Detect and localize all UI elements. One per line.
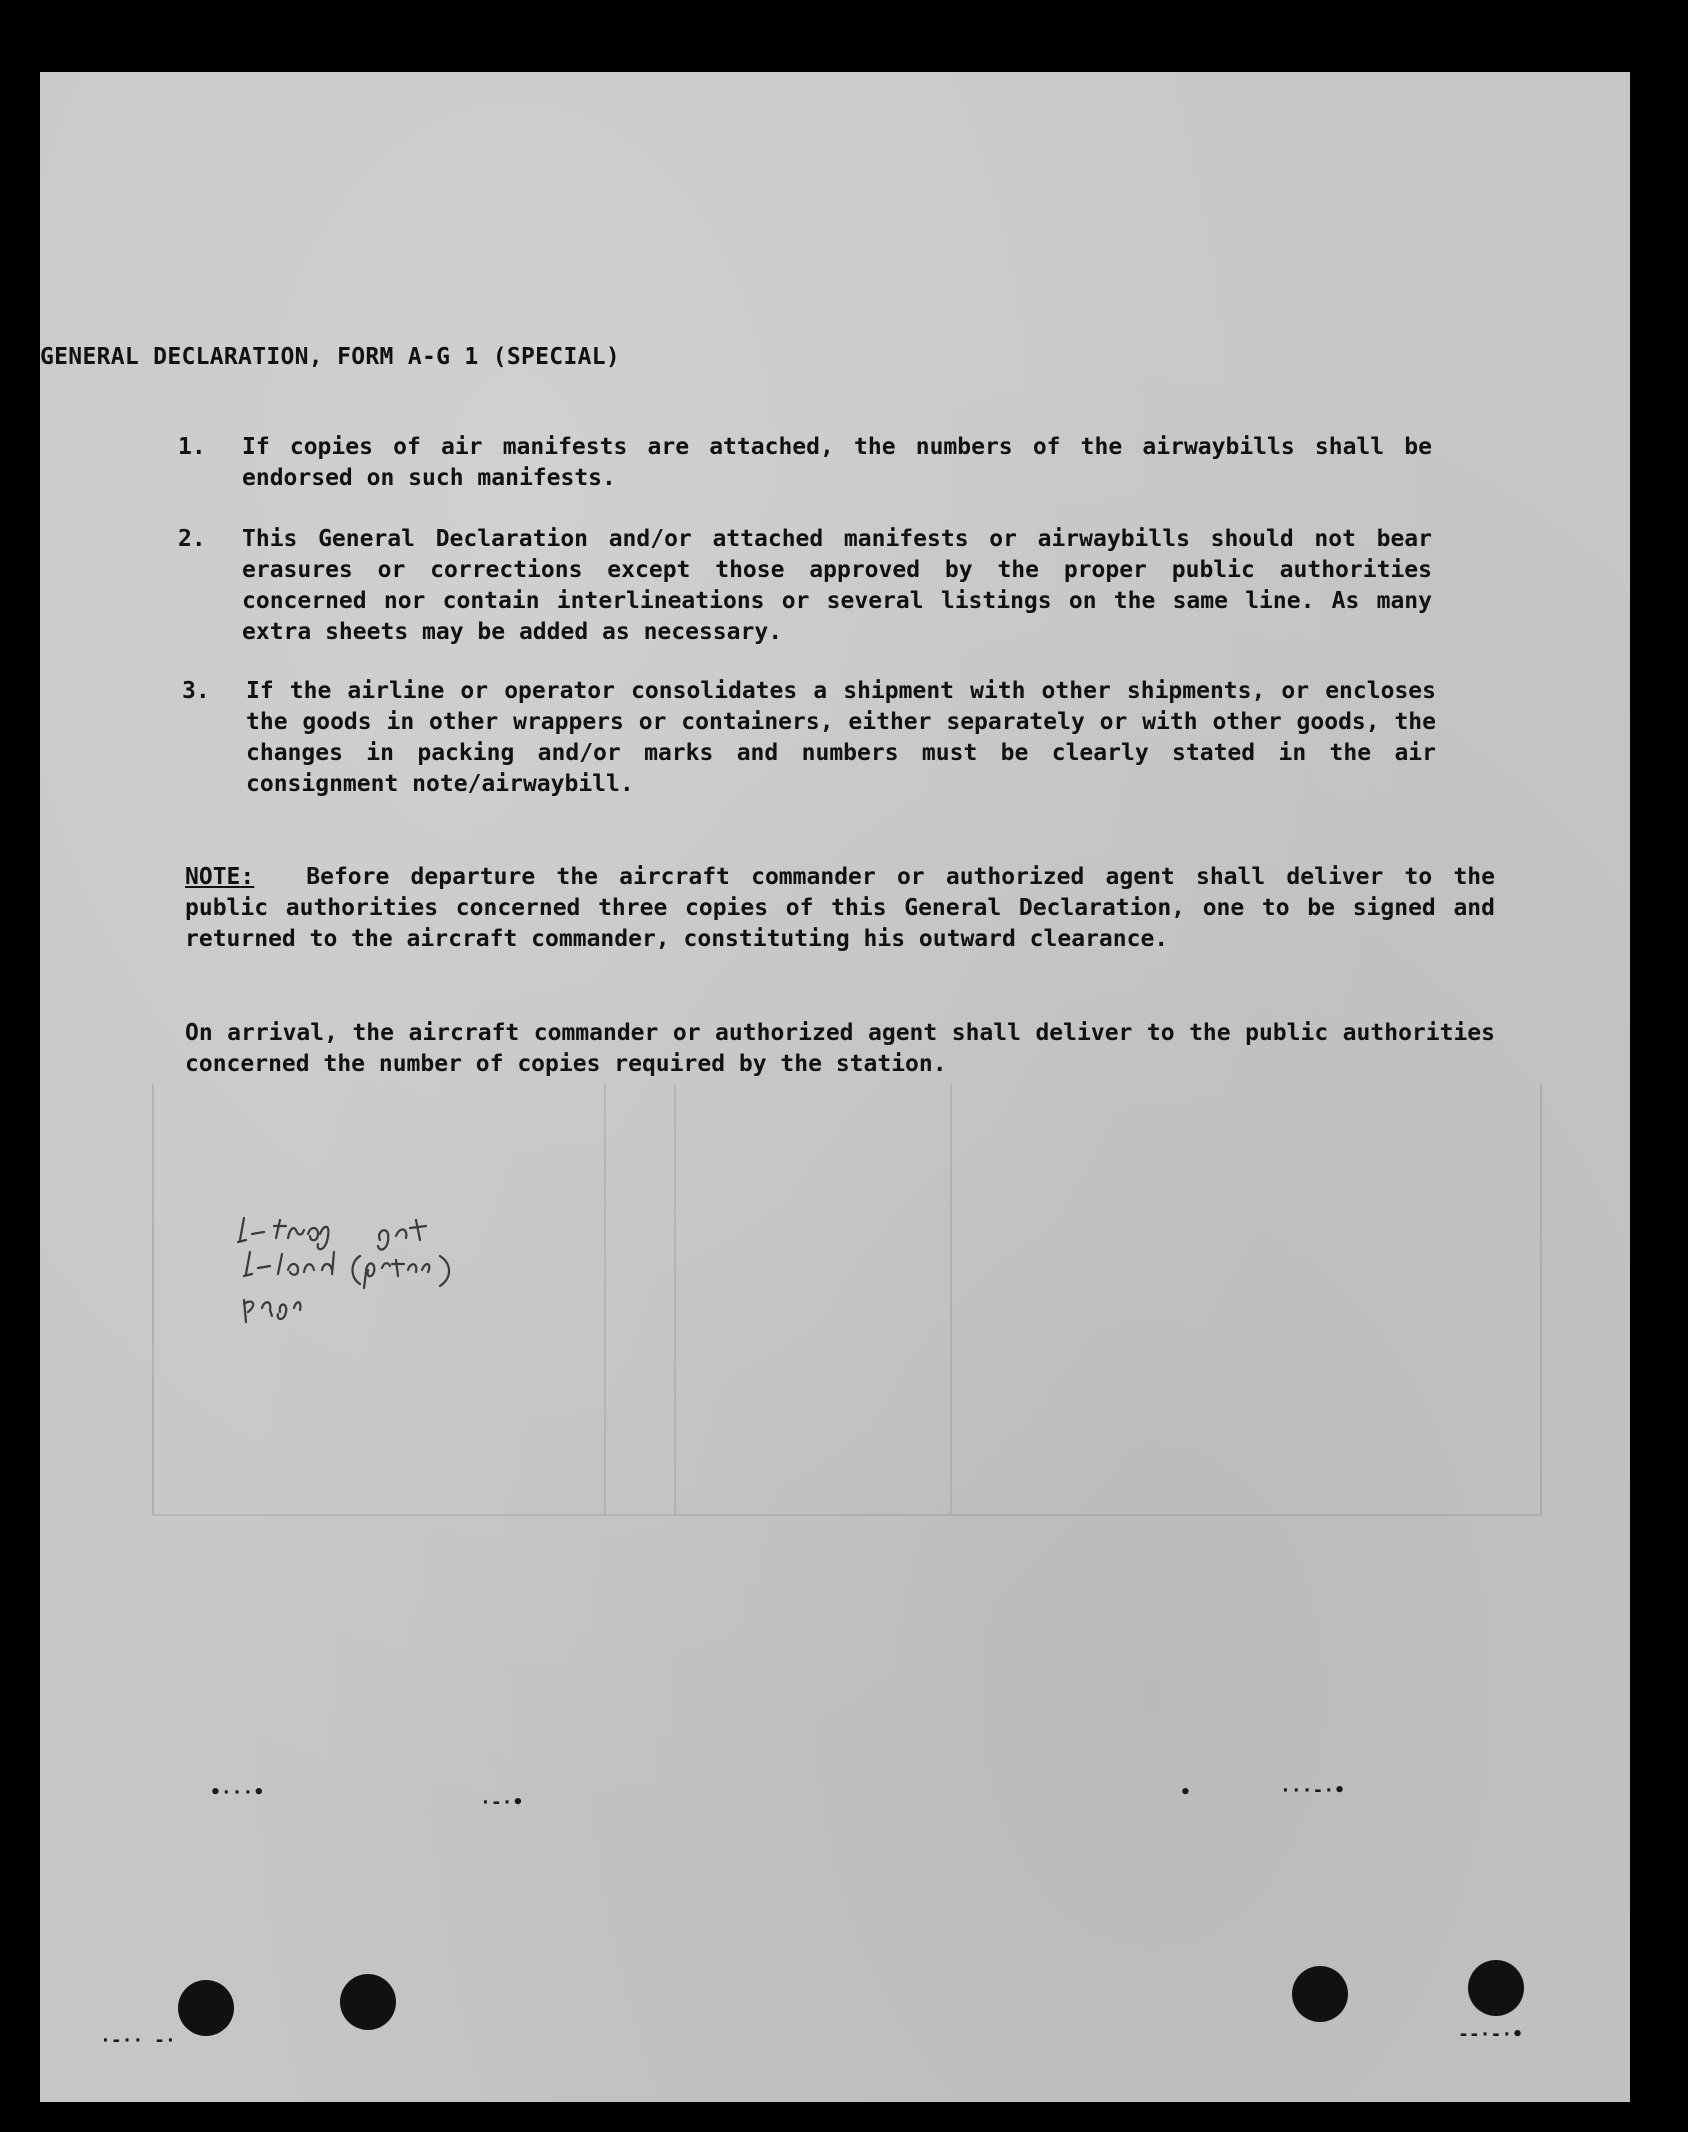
punch-hole xyxy=(1292,1966,1348,2022)
scan-speck: ·-·· -· xyxy=(100,2030,176,2051)
punch-hole xyxy=(340,1974,396,2030)
item-number: 2. xyxy=(178,526,206,552)
handwritten-note-scribble xyxy=(230,1212,590,1362)
note-label: NOTE: xyxy=(185,864,255,890)
note-paragraph xyxy=(185,862,1495,955)
scan-speck: •···• xyxy=(210,1782,265,1803)
scan-speck: ···-·• xyxy=(1280,1780,1346,1801)
scan-speck: • xyxy=(1180,1782,1191,1803)
item-number: 1. xyxy=(178,434,206,460)
item-text: This General Declaration and/or attached manifests or airwaybills should not bear erasures or corrections except those approved by the proper public authorities concerned nor contain interlineations or several listings on the same line. As many extra sheets may be added as necessary. xyxy=(242,526,1432,645)
scan-speck: ·-·• xyxy=(480,1792,524,1813)
note-text: Before departure the aircraft commander or authorized agent shall deliver to the public authorities concerned three copies of this General Declaration, one to be signed and returned to the aircraft commander, constituting his outward clearance. xyxy=(185,864,1495,952)
item-number: 3. xyxy=(182,678,210,704)
item-text: If the airline or operator consolidates a shipment with other shipments, or encloses the goods in other wrappers or containers, either separately or with other goods, the changes in packing and/or marks and numbers must be clearly stated in the air consignment note/airwaybill. xyxy=(246,678,1436,797)
punch-hole xyxy=(178,1980,234,2036)
bleed-through-column-line xyxy=(674,1084,676,1514)
document-page xyxy=(40,72,1630,2102)
item-text: If copies of air manifests are attached, the numbers of the airwaybills shall be endorsed on such manifests. xyxy=(242,434,1432,491)
scan-speck: --·-·• xyxy=(1458,2024,1524,2045)
arrival-paragraph: On arrival, the aircraft commander or authorized agent shall deliver to the public authorities concerned the number of copies required by the station. xyxy=(185,1020,1495,1077)
punch-hole xyxy=(1468,1960,1524,2016)
bleed-through-column-line xyxy=(950,1084,952,1514)
bleed-through-column-line xyxy=(604,1084,606,1514)
document-title: GENERAL DECLARATION, FORM A-G 1 (SPECIAL) xyxy=(40,344,621,370)
